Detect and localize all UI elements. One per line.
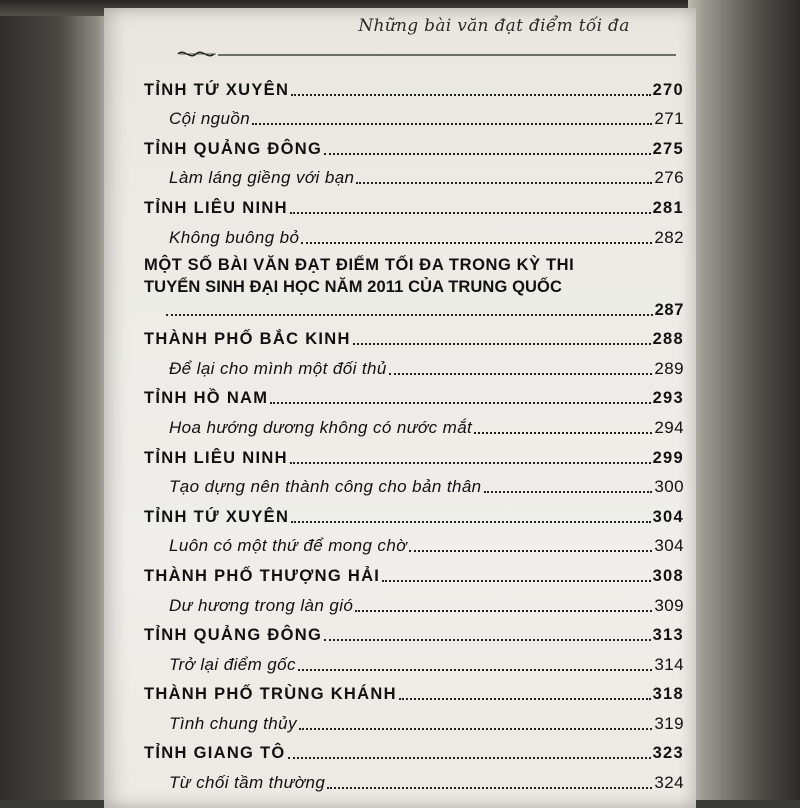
toc-chapter-title: Để lại cho mình một đối thủ [169, 358, 387, 378]
toc-page-number: 318 [652, 685, 684, 704]
toc-chapter-entry [144, 527, 684, 557]
toc-section-entry [144, 616, 684, 646]
toc-section-title: TỈNH QUẢNG ĐÔNG [144, 626, 323, 645]
toc-page-number: 313 [652, 626, 684, 645]
toc-chapter-entry [144, 468, 684, 498]
toc-page-number: 275 [652, 139, 684, 158]
ornamental-rule [176, 48, 676, 60]
toc-chapter-entry [144, 218, 684, 248]
toc-page-number: 270 [652, 80, 684, 99]
dot-leader [484, 489, 653, 493]
dot-leader [270, 400, 650, 404]
dot-leader [356, 180, 652, 184]
toc-page-number: 282 [654, 227, 684, 247]
toc-section-entry [144, 438, 684, 468]
toc-page-number: 304 [652, 507, 684, 526]
toc-section-entry [144, 320, 684, 350]
toc-part-title-line-2: TUYỂN SINH ĐẠI HỌC NĂM 2011 CỦA TRUNG QUỐC [144, 277, 562, 296]
toc-chapter-entry [144, 763, 684, 793]
toc-page-number: 287 [654, 300, 684, 319]
toc-page-number: 288 [652, 330, 684, 349]
toc-section-entry [144, 497, 684, 527]
toc-section-title: THÀNH PHỐ TRÙNG KHÁNH [144, 685, 397, 704]
toc-page-number: 271 [654, 109, 684, 129]
dot-leader [353, 341, 651, 345]
toc-page-number: 294 [654, 417, 684, 437]
toc-section-title: TỈNH LIÊU NINH [144, 198, 288, 217]
toc-page-number: 323 [652, 744, 684, 763]
toc-chapter-title: Tình chung thủy [169, 713, 297, 733]
toc-chapter-entry [144, 408, 684, 438]
dot-leader [399, 696, 651, 700]
toc-section-title: TỈNH TỨ XUYÊN [144, 507, 290, 526]
dot-leader [474, 430, 652, 434]
toc-section-title: TỈNH LIÊU NINH [144, 448, 288, 467]
toc-chapter-entry [144, 100, 684, 130]
toc-chapter-title: Tạo dựng nên thành công cho bản thân [169, 477, 482, 497]
dot-leader [409, 548, 653, 552]
toc-page-number: 289 [654, 358, 684, 378]
toc-chapter-title: Cội nguồn [169, 109, 251, 129]
toc-chapter-title: Từ chối tầm thường [169, 773, 326, 793]
toc-section-title: TỈNH HỒ NAM [144, 389, 269, 408]
dot-leader [299, 726, 653, 730]
toc-section-title: TỈNH GIANG TÔ [144, 744, 286, 763]
running-header: Những bài văn đạt điểm tối đa [358, 16, 630, 36]
background-surface-right [688, 0, 800, 800]
book-page [104, 8, 696, 808]
toc-section-entry [144, 675, 684, 705]
toc-chapter-entry [144, 645, 684, 675]
table-of-contents [144, 70, 684, 793]
toc-page-number: 304 [654, 536, 684, 556]
toc-part-page-line [144, 298, 684, 320]
toc-part-title-line-1: MỘT SỐ BÀI VĂN ĐẠT ĐIỂM TỐI ĐA TRONG KỲ THI [144, 255, 575, 274]
dot-leader [166, 312, 653, 316]
background-surface [0, 0, 110, 800]
dot-leader [290, 210, 651, 214]
dot-leader [389, 371, 653, 375]
dot-leader [355, 608, 652, 612]
toc-section-entry [144, 129, 684, 159]
toc-chapter-title: Làm láng giềng với bạn [169, 168, 355, 188]
toc-chapter-entry [144, 159, 684, 189]
dot-leader [291, 92, 650, 96]
dot-leader [382, 578, 650, 582]
toc-page-number: 281 [652, 198, 684, 217]
toc-page-number: 314 [654, 654, 684, 674]
toc-page-number: 276 [654, 168, 684, 188]
toc-section-entry [144, 70, 684, 100]
toc-section-entry [144, 379, 684, 409]
toc-page-number: 308 [652, 566, 684, 585]
toc-page-number: 293 [652, 389, 684, 408]
toc-page-number: 300 [654, 477, 684, 497]
dot-leader [324, 637, 650, 641]
toc-page-number: 299 [652, 448, 684, 467]
toc-chapter-title: Hoa hướng dương không có nước mắt [169, 417, 473, 437]
toc-chapter-entry [144, 349, 684, 379]
toc-page-number: 309 [654, 595, 684, 615]
dot-leader [301, 240, 652, 244]
toc-section-entry [144, 188, 684, 218]
toc-chapter-title: Dư hương trong làn gió [169, 595, 354, 615]
dot-leader [324, 151, 650, 155]
toc-page-number: 319 [654, 713, 684, 733]
toc-section-entry [144, 556, 684, 586]
toc-section-title: TỈNH QUẢNG ĐÔNG [144, 139, 323, 158]
toc-part-heading [144, 248, 684, 320]
dot-leader [252, 121, 652, 125]
toc-chapter-title: Không buông bỏ [169, 227, 300, 247]
toc-page-number: 324 [654, 773, 684, 793]
dot-leader [290, 460, 651, 464]
toc-section-title: THÀNH PHỐ BẮC KINH [144, 330, 351, 349]
toc-section-entry [144, 734, 684, 764]
toc-chapter-title: Trở lại điểm gốc [169, 654, 296, 674]
toc-chapter-entry [144, 586, 684, 616]
dot-leader [298, 667, 653, 671]
toc-chapter-title: Luôn có một thứ để mong chờ [169, 536, 407, 556]
dot-leader [288, 755, 651, 759]
dot-leader [327, 785, 652, 789]
toc-section-title: THÀNH PHỐ THƯỢNG HẢI [144, 566, 381, 585]
dot-leader [291, 519, 650, 523]
toc-section-title: TỈNH TỨ XUYÊN [144, 80, 290, 99]
toc-chapter-entry [144, 704, 684, 734]
